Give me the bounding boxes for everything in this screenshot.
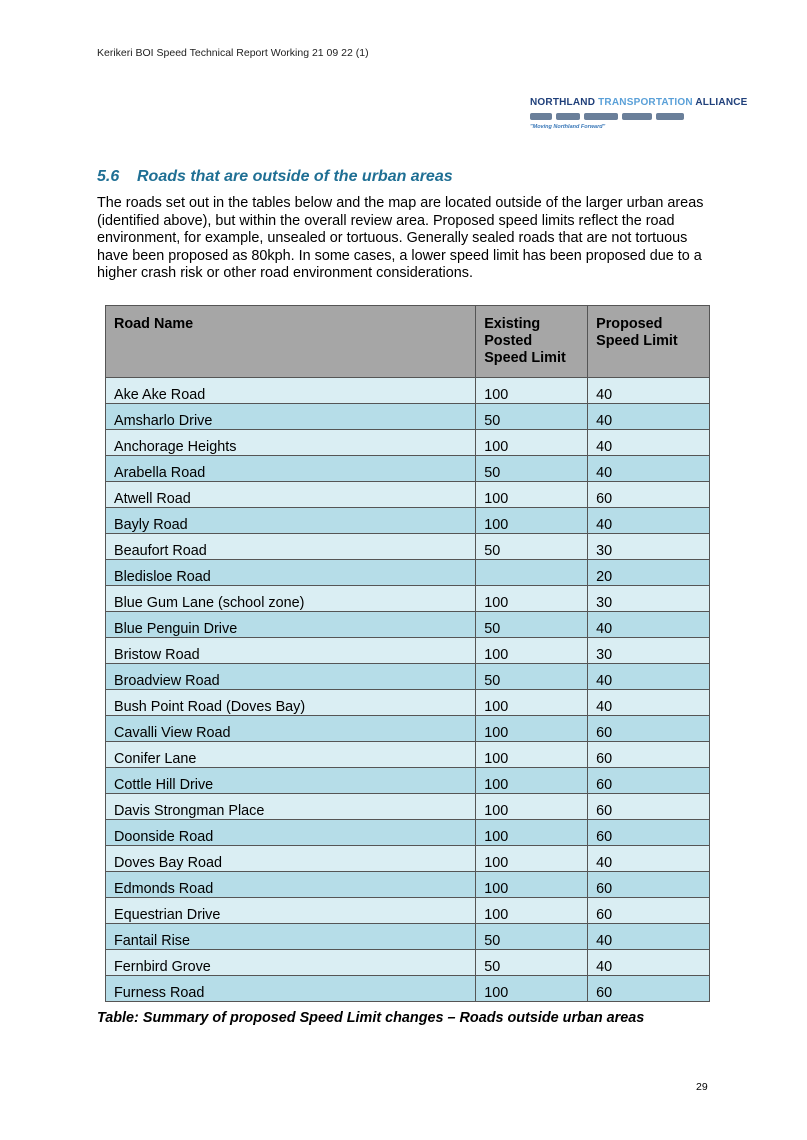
speed-limit-table	[105, 305, 710, 1002]
table-row	[106, 586, 710, 612]
page-number: 29	[696, 1081, 708, 1093]
existing-limit-cell: 100	[476, 638, 588, 664]
proposed-limit-cell: 40	[588, 690, 710, 716]
road-name-cell: Edmonds Road	[106, 872, 476, 898]
table-row	[106, 976, 710, 1002]
document-header: Kerikeri BOI Speed Technical Report Working 21 09 22 (1)	[97, 47, 369, 59]
road-name-cell: Doves Bay Road	[106, 846, 476, 872]
existing-limit-cell: 50	[476, 664, 588, 690]
existing-limit-cell: 50	[476, 924, 588, 950]
existing-limit-cell: 100	[476, 690, 588, 716]
road-name-cell: Bayly Road	[106, 508, 476, 534]
proposed-limit-cell: 60	[588, 768, 710, 794]
road-name-cell: Conifer Lane	[106, 742, 476, 768]
road-name-cell: Bristow Road	[106, 638, 476, 664]
road-name-cell: Davis Strongman Place	[106, 794, 476, 820]
table-body	[106, 378, 710, 1002]
road-name-cell: Bush Point Road (Doves Bay)	[106, 690, 476, 716]
existing-limit-cell: 50	[476, 612, 588, 638]
road-name-cell: Ake Ake Road	[106, 378, 476, 404]
table-row	[106, 482, 710, 508]
table-caption: Table: Summary of proposed Speed Limit changes – Roads outside urban areas	[97, 1010, 645, 1026]
existing-limit-cell: 100	[476, 482, 588, 508]
proposed-limit-cell: 20	[588, 560, 710, 586]
section-heading	[97, 168, 453, 186]
header-road-name: Road Name	[106, 306, 476, 378]
existing-limit-cell: 100	[476, 378, 588, 404]
table-row	[106, 742, 710, 768]
table-row	[106, 950, 710, 976]
proposed-limit-cell: 60	[588, 872, 710, 898]
road-name-cell: Fernbird Grove	[106, 950, 476, 976]
road-name-cell: Atwell Road	[106, 482, 476, 508]
section-number: 5.6	[97, 168, 120, 185]
table-row	[106, 690, 710, 716]
road-name-cell: Furness Road	[106, 976, 476, 1002]
proposed-limit-cell: 40	[588, 664, 710, 690]
table-row	[106, 638, 710, 664]
road-name-cell: Fantail Rise	[106, 924, 476, 950]
proposed-limit-cell: 60	[588, 898, 710, 924]
existing-limit-cell: 100	[476, 768, 588, 794]
table-row	[106, 378, 710, 404]
proposed-limit-cell: 60	[588, 976, 710, 1002]
proposed-limit-cell: 30	[588, 638, 710, 664]
existing-limit-cell: 100	[476, 794, 588, 820]
table-row	[106, 404, 710, 430]
road-name-cell: Cavalli View Road	[106, 716, 476, 742]
road-name-cell: Bledisloe Road	[106, 560, 476, 586]
road-name-cell: Blue Gum Lane (school zone)	[106, 586, 476, 612]
existing-limit-cell: 100	[476, 976, 588, 1002]
partner-logos	[530, 111, 705, 121]
road-name-cell: Blue Penguin Drive	[106, 612, 476, 638]
road-name-cell: Cottle Hill Drive	[106, 768, 476, 794]
proposed-limit-cell: 40	[588, 924, 710, 950]
road-name-cell: Anchorage Heights	[106, 430, 476, 456]
existing-limit-cell: 50	[476, 404, 588, 430]
proposed-limit-cell: 40	[588, 456, 710, 482]
table-row	[106, 898, 710, 924]
proposed-limit-cell: 60	[588, 716, 710, 742]
table-row	[106, 872, 710, 898]
road-name-cell: Amsharlo Drive	[106, 404, 476, 430]
existing-limit-cell: 100	[476, 872, 588, 898]
existing-limit-cell	[476, 560, 588, 586]
road-name-cell: Broadview Road	[106, 664, 476, 690]
table-row	[106, 768, 710, 794]
header-proposed-limit: Proposed Speed Limit	[588, 306, 710, 378]
section-title: Roads that are outside of the urban areas	[137, 168, 453, 185]
proposed-limit-cell: 30	[588, 586, 710, 612]
existing-limit-cell: 50	[476, 456, 588, 482]
proposed-limit-cell: 60	[588, 794, 710, 820]
road-name-cell: Equestrian Drive	[106, 898, 476, 924]
existing-limit-cell: 100	[476, 846, 588, 872]
table-row	[106, 612, 710, 638]
proposed-limit-cell: 40	[588, 950, 710, 976]
table-row	[106, 664, 710, 690]
proposed-limit-cell: 40	[588, 846, 710, 872]
existing-limit-cell: 50	[476, 950, 588, 976]
proposed-limit-cell: 40	[588, 378, 710, 404]
proposed-limit-cell: 40	[588, 404, 710, 430]
existing-limit-cell: 100	[476, 742, 588, 768]
northland-transportation-alliance-logo	[530, 97, 748, 147]
header-existing-limit: Existing Posted Speed Limit	[476, 306, 588, 378]
table-row	[106, 534, 710, 560]
existing-limit-cell: 100	[476, 430, 588, 456]
existing-limit-cell: 100	[476, 508, 588, 534]
road-name-cell: Arabella Road	[106, 456, 476, 482]
existing-limit-cell: 50	[476, 534, 588, 560]
table-row	[106, 846, 710, 872]
logo-tagline: "Moving Northland Forward"	[530, 124, 606, 130]
proposed-limit-cell: 30	[588, 534, 710, 560]
existing-limit-cell: 100	[476, 820, 588, 846]
existing-limit-cell: 100	[476, 586, 588, 612]
table-row	[106, 456, 710, 482]
table-row	[106, 924, 710, 950]
proposed-limit-cell: 60	[588, 482, 710, 508]
proposed-limit-cell: 40	[588, 430, 710, 456]
table-row	[106, 716, 710, 742]
existing-limit-cell: 100	[476, 716, 588, 742]
intro-paragraph: The roads set out in the tables below and the map are located outside of the larger urban areas (identified above), but within the overall review area. Proposed speed limits reflect the road environment, for example, unsealed or tortuous. Generally sealed roads that are not tortuous have been proposed as 80kph. In some cases, a lower speed limit has been proposed due to a higher crash risk or other road environment considerations.	[97, 195, 704, 281]
logo-title: NORTHLAND TRANSPORTATION ALLIANCE	[530, 97, 748, 108]
table-header-row	[106, 306, 710, 378]
table-row	[106, 794, 710, 820]
proposed-limit-cell: 40	[588, 612, 710, 638]
proposed-limit-cell: 40	[588, 508, 710, 534]
proposed-limit-cell: 60	[588, 820, 710, 846]
table-row	[106, 560, 710, 586]
existing-limit-cell: 100	[476, 898, 588, 924]
table-row	[106, 508, 710, 534]
road-name-cell: Beaufort Road	[106, 534, 476, 560]
table-row	[106, 430, 710, 456]
table-row	[106, 820, 710, 846]
proposed-limit-cell: 60	[588, 742, 710, 768]
road-name-cell: Doonside Road	[106, 820, 476, 846]
